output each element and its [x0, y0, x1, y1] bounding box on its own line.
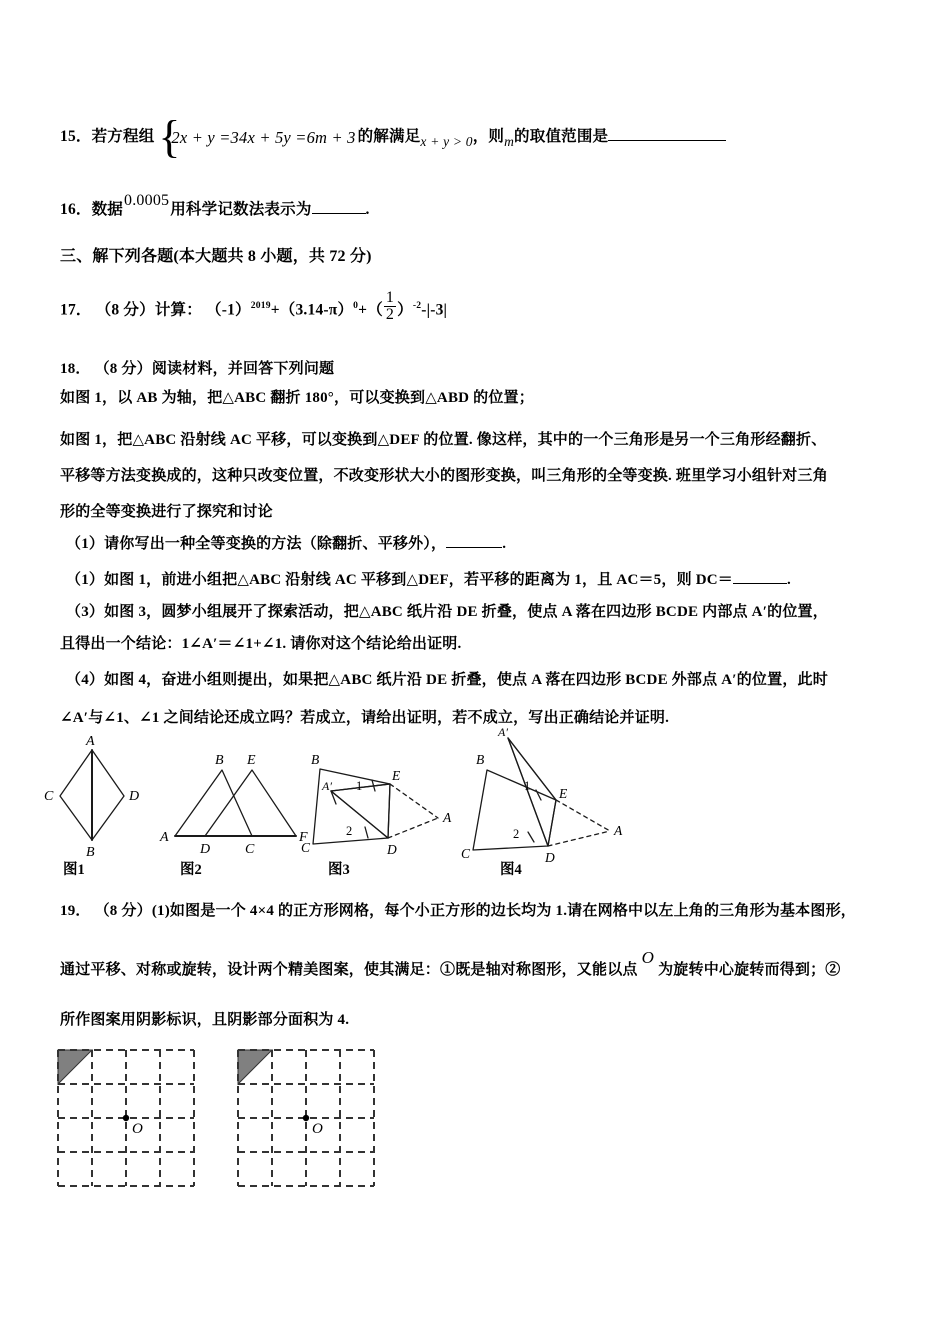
q19-score: （8 分） — [94, 903, 152, 919]
grid-2-center-label: O — [312, 1121, 323, 1137]
figures-svg — [0, 728, 950, 878]
q18-paragraph-4: 形的全等变换进行了探究和讨论 — [60, 504, 273, 520]
q18-item-4-cont: ∠A′与∠1、∠1 之间结论还成立吗？若成立，请给出证明，若不成立，写出正确结论并证明. — [60, 710, 670, 726]
fig4-angle-2: 2 — [513, 827, 520, 841]
fig2-label-F: F — [299, 830, 308, 845]
q16-answer-blank[interactable] — [312, 200, 366, 214]
fig3-label-C: C — [301, 840, 311, 855]
q18-score: （8 分） — [94, 361, 152, 377]
q17-label: 计算： — [154, 301, 202, 319]
question-16 — [60, 192, 370, 219]
q18-item-3-cont: 且得出一个结论：1∠A′＝∠1+∠1. 请你对这个结论给出证明. — [60, 636, 462, 652]
q17-exponent-2: 0 — [353, 300, 359, 312]
figure-4-shape — [473, 738, 610, 850]
q18-paragraph-2: 如图 1，把△ABC 沿射线 AC 平移，可以变换到△DEF 的位置. 像这样，其中的一个三角形是另一个三角形经翻折、 — [60, 432, 827, 448]
q18-item-4: （4）如图 4，奋进小组则提出，如果把△ABC 纸片沿 DE 折叠，使点 A 落在四边形 BCDE 外部点 A′的位置，此时 — [66, 672, 828, 688]
q18-item-3: （3）如图 3，圆梦小组展开了探索活动，把△ABC 纸片沿 DE 折叠，使点 A 落在四边形 BCDE 内部点 A′的位置， — [66, 604, 828, 620]
q17-term-3-open: （ — [367, 301, 383, 319]
q17-fraction-denominator: 2 — [385, 306, 395, 324]
fig1-label-D: D — [129, 789, 140, 804]
fig4-label-D: D — [545, 850, 555, 865]
fig3-label-E: E — [392, 768, 401, 783]
fig4-label-C: C — [461, 846, 471, 861]
q18-number: 18． — [60, 361, 91, 377]
question-15 — [60, 111, 726, 163]
q17-fraction — [384, 290, 396, 324]
q19-line-1-text: (1)如图是一个 4×4 的正方形网格，每个小正方形的边长均为 1.请在网格中以左上角的三角形为基本图形， — [151, 903, 856, 919]
q17-plus-2: + — [358, 301, 368, 319]
fig3-angle-2: 2 — [346, 824, 353, 838]
q18-paragraph-1: 如图 1，以 AB 为轴，把△ABC 翻折 180°，可以变换到△ABD 的位置； — [60, 390, 534, 406]
q18-item-2-text: （1）如图 1，前进小组把△ABC 沿射线 AC 平移到△DEF，若平移的距离为 1，且 AC＝5，则 DC＝ — [66, 572, 733, 588]
fig2-label-B: B — [215, 753, 224, 768]
section-3-heading: 三、解下列各题(本大题共 8 小题，共 72 分) — [60, 248, 372, 265]
grid-1-center-label: O — [132, 1121, 143, 1137]
fig2-label-E: E — [247, 753, 256, 768]
fig3-angle-1: 1 — [356, 779, 363, 793]
fig3-label-D: D — [387, 842, 397, 857]
grid-2-shaded-triangle — [238, 1050, 272, 1084]
grid-figure-1 — [46, 1038, 196, 1193]
fig1-label-C: C — [44, 789, 54, 804]
q15-equation-system — [158, 111, 356, 163]
q17-plus-1: + — [270, 301, 280, 319]
q17-tail: -|-3| — [421, 301, 448, 319]
q17-term-2: （3.14-π） — [279, 301, 354, 319]
q17-term-1: （-1） — [206, 301, 251, 319]
fig1-label-B: B — [86, 845, 95, 860]
question-18-heading — [60, 357, 334, 378]
fig1-label-A: A — [86, 734, 95, 749]
fig4-angle-1: 1 — [524, 779, 531, 793]
figure-2-caption: 图2 — [180, 862, 202, 878]
q18-item-1-end: . — [502, 536, 507, 552]
brace-icon: { — [158, 111, 181, 163]
fig4-label-E: E — [559, 786, 568, 801]
q17-number: 17． — [60, 301, 92, 319]
q18-item-2-end: . — [787, 572, 791, 588]
q15-condition: x + y > 0 — [420, 134, 473, 149]
q16-value: 0.0005 — [124, 192, 170, 209]
q17-fraction-numerator: 1 — [385, 289, 395, 306]
rotation-center-label: O — [641, 948, 655, 967]
figure-3-caption: 图3 — [328, 862, 350, 878]
q16-period: . — [365, 201, 370, 218]
q15-mid1: 的解满足 — [357, 128, 421, 145]
q18-item-2-blank[interactable] — [733, 570, 787, 584]
q17-score: （8 分） — [95, 301, 155, 319]
grid-figure-2 — [226, 1038, 376, 1193]
figures-row — [0, 728, 950, 878]
q15-lead: 若方程组 — [91, 128, 155, 145]
q15-number: 15． — [60, 128, 92, 145]
fig3-label-B: B — [311, 752, 320, 767]
q15-equation-1: 2x + y =3 — [171, 127, 240, 147]
figure-2-shape — [175, 770, 296, 836]
figure-1-shape — [60, 750, 124, 840]
q19-number: 19． — [60, 903, 91, 919]
fig2-label-D: D — [200, 842, 211, 857]
q15-mid2: ，则 — [472, 128, 505, 145]
q16-lead: 数据 — [91, 201, 124, 218]
grid-1-center-point — [123, 1115, 129, 1121]
figure-4-caption: 图4 — [500, 862, 522, 878]
q16-number: 16． — [60, 201, 92, 218]
q15-answer-blank[interactable] — [608, 126, 726, 141]
q18-heading-text: 阅读材料，并回答下列问题 — [151, 361, 335, 377]
q18-item-2 — [66, 568, 791, 589]
question-19-line-1 — [60, 899, 856, 920]
question-19-line-2 — [60, 948, 841, 979]
q17-exponent-1: 2019 — [250, 300, 271, 312]
q19-line-2a: 通过平移、对称或旋转，设计两个精美图案，使其满足：①既是轴对称图形，又能以点 — [60, 962, 638, 978]
q18-item-1 — [66, 532, 506, 553]
fig3-label-A-prime: A′ — [322, 779, 332, 793]
q15-equation-2: 4x + 5y =6m + 3 — [239, 127, 356, 147]
grid-1-shaded-triangle — [58, 1050, 92, 1084]
question-19-line-3: 所作图案用阴影标识，且阴影部分面积为 4. — [60, 1012, 350, 1028]
fig2-label-C: C — [245, 842, 255, 857]
fig4-label-B: B — [476, 752, 485, 767]
q18-item-1-text: （1）请你写出一种全等变换的方法（除翻折、平移外）， — [66, 536, 447, 552]
question-17 — [60, 289, 448, 328]
q18-item-1-blank[interactable] — [446, 534, 502, 548]
fig2-label-A: A — [160, 830, 169, 845]
fig4-label-A-prime: A′ — [498, 728, 508, 739]
fig3-label-A: A — [443, 810, 452, 825]
q15-tail: 的取值范围是 — [514, 128, 609, 145]
q17-term-3-close: ） — [397, 301, 413, 319]
grid-1-svg — [46, 1038, 196, 1188]
q17-exponent-3: -2 — [412, 300, 422, 312]
figure-1-caption: 图1 — [63, 862, 85, 878]
q19-line-2b: 为旋转中心旋转而得到；② — [658, 962, 841, 978]
grid-2-svg — [226, 1038, 376, 1188]
grid-2-center-point — [303, 1115, 309, 1121]
q16-tail: 用科学记数法表示为 — [170, 201, 312, 218]
q15-variable: m — [504, 134, 515, 149]
q18-paragraph-3: 平移等方法变换成的，这种只改变位置，不改变形状大小的图形变换，叫三角形的全等变换. 班里学习小组针对三角 — [60, 468, 828, 484]
fig4-label-A: A — [614, 823, 623, 838]
